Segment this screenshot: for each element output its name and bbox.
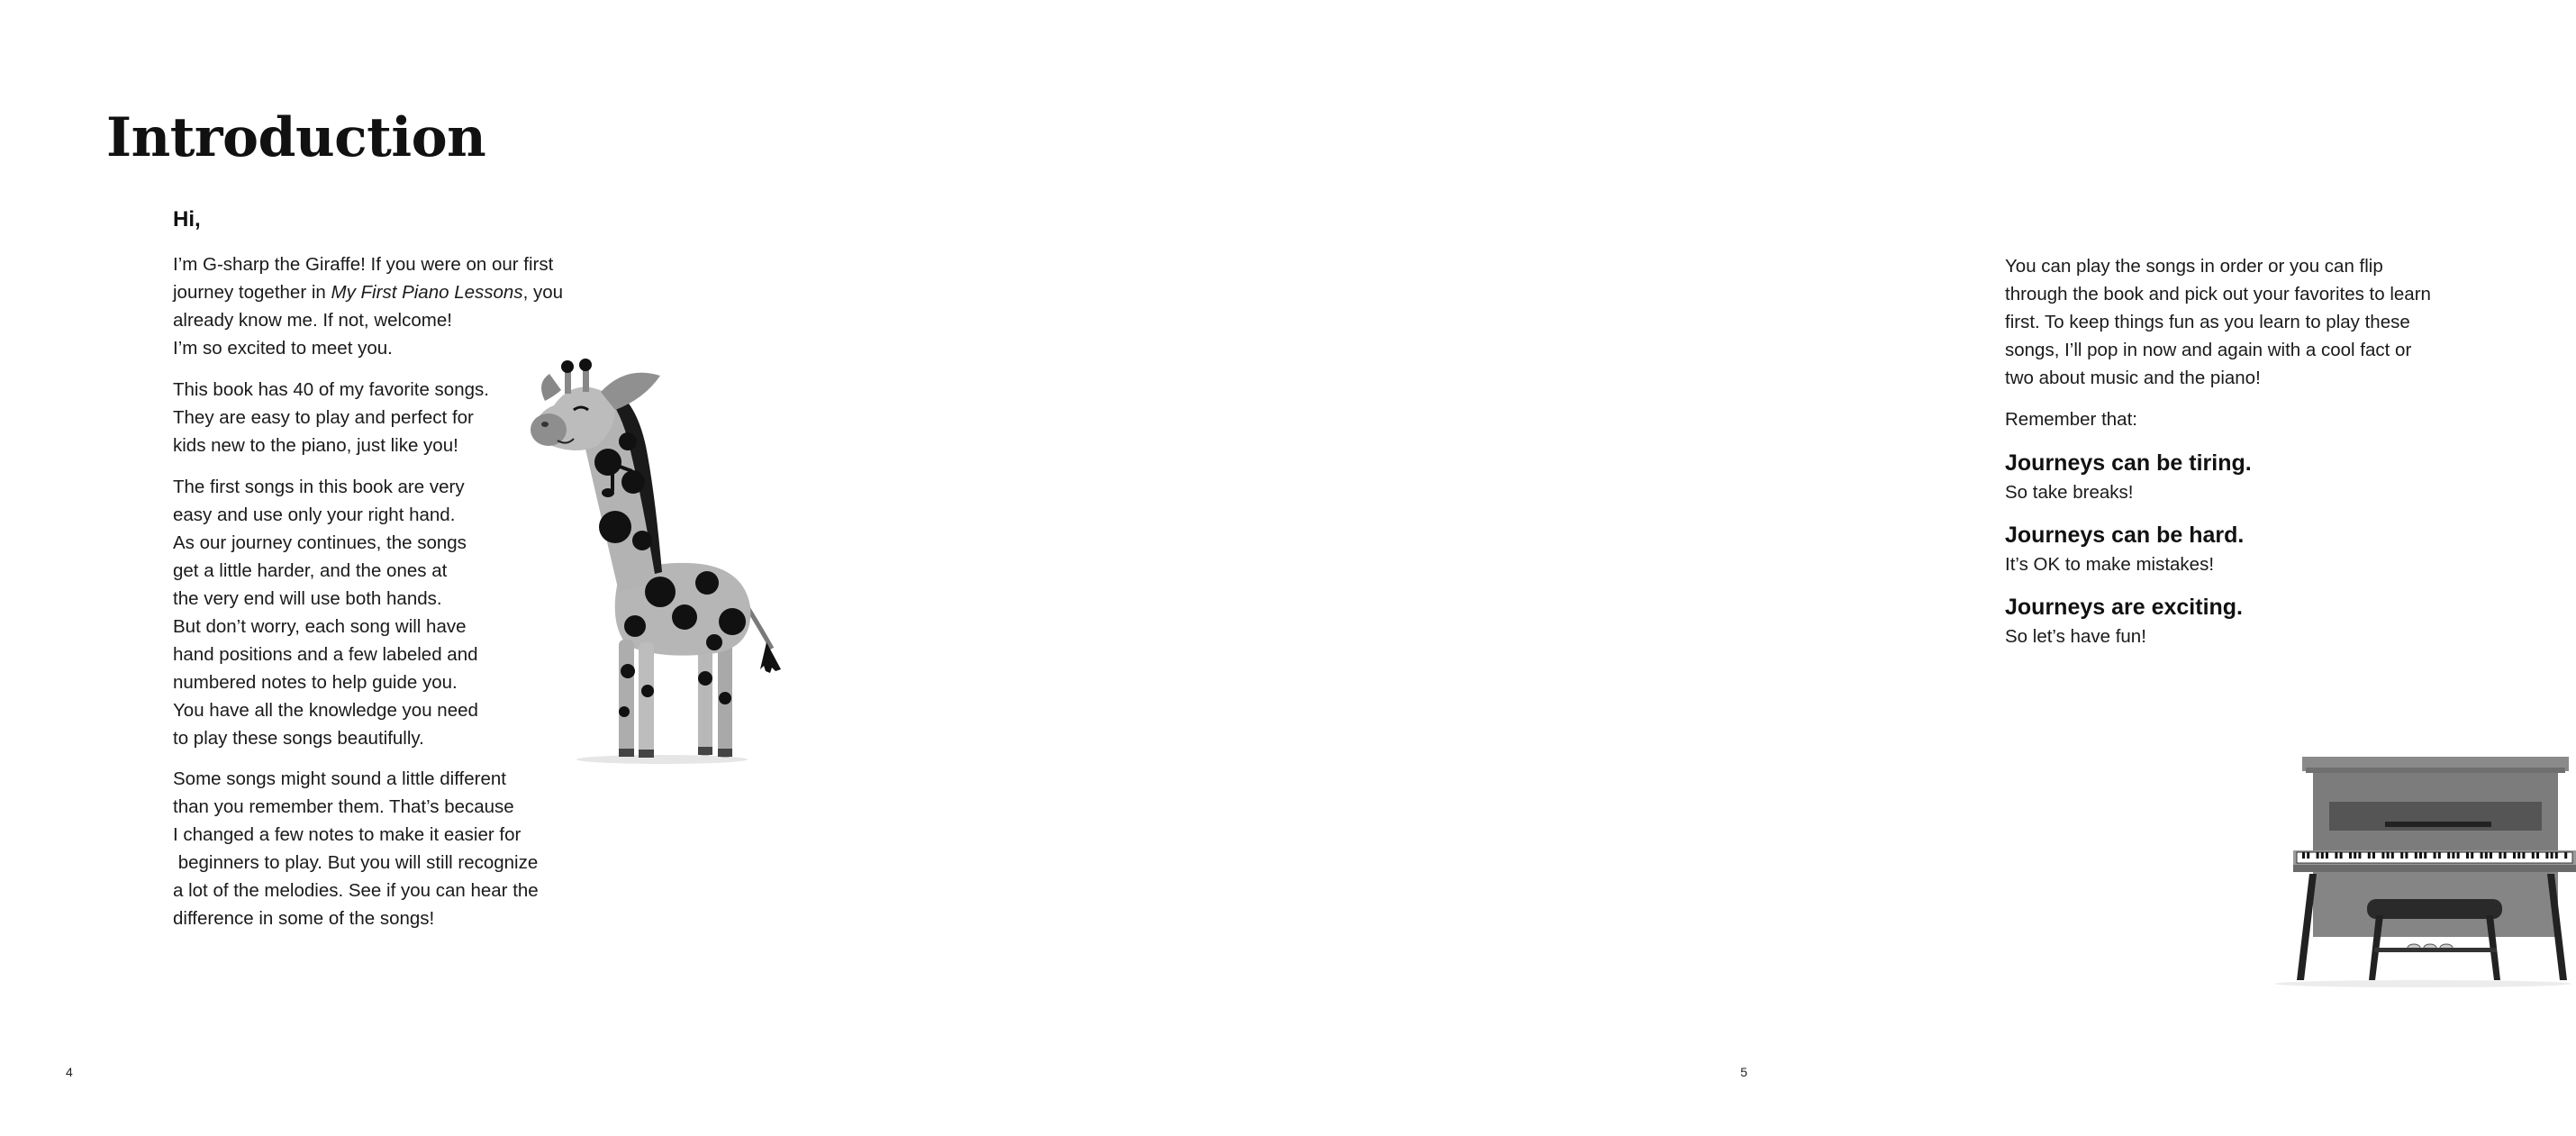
text-line: difference in some of the songs! (173, 908, 435, 929)
black-key (2302, 852, 2305, 859)
black-key (2564, 852, 2567, 859)
black-key (2485, 852, 2488, 859)
text-line: a lot of the melodies. See if you can hear the (173, 880, 539, 901)
journey-item (2005, 448, 2509, 506)
black-key (2555, 852, 2558, 859)
text-run: , you (522, 282, 564, 303)
black-key (2391, 852, 2394, 859)
black-key (2499, 852, 2501, 859)
black-key (2471, 852, 2473, 859)
black-key (2326, 852, 2328, 859)
black-key (2368, 852, 2371, 859)
black-key (2358, 852, 2361, 859)
giraffe-illustration (527, 356, 806, 770)
text-line: The first songs in this book are very (173, 477, 465, 497)
text-line: hand positions and a few labeled and (173, 644, 478, 665)
text-line: to play these songs beautifully. (173, 728, 424, 749)
left-page (0, 0, 901, 1136)
text-line: kids new to the piano, just like you! (173, 435, 458, 456)
page-title: Introduction (106, 106, 486, 169)
black-key (2551, 852, 2553, 859)
journey-item (2005, 520, 2509, 578)
text-line: You have all the knowledge you need (173, 700, 478, 721)
black-key (2447, 852, 2450, 859)
black-key (2438, 852, 2441, 859)
black-key (2340, 852, 2343, 859)
text-line: through the book and pick out your favorites to learn (2005, 284, 2431, 304)
text-line: numbered notes to help guide you. (173, 672, 458, 693)
text-line: already know me. If not, welcome! (173, 310, 452, 331)
text-line: get a little harder, and the ones at (173, 560, 448, 581)
black-key (2490, 852, 2492, 859)
text-line: They are easy to play and perfect for (173, 407, 474, 428)
page-number: 5 (1740, 1065, 1747, 1079)
black-key (2405, 852, 2408, 859)
journey-subtext: It’s OK to make mistakes! (2005, 554, 2215, 575)
journey-heading: Journeys can be hard. (2005, 523, 2245, 548)
text-line: I changed a few notes to make it easier for (173, 824, 522, 845)
black-key (2532, 852, 2535, 859)
black-key (2452, 852, 2454, 859)
text-line: As our journey continues, the songs (173, 532, 467, 553)
black-key (2545, 852, 2548, 859)
black-key (2354, 852, 2356, 859)
black-key (2317, 852, 2319, 859)
black-key (2387, 852, 2390, 859)
black-key (2457, 852, 2460, 859)
right-column (2005, 252, 2509, 664)
text-line: than you remember them. That’s because (173, 796, 514, 817)
journey-heading: Journeys are exciting. (2005, 595, 2244, 620)
text-line: first. To keep things fun as you learn to play these (2005, 312, 2410, 332)
text-line: But don’t worry, each song will have (173, 616, 467, 637)
journey-heading: Journeys can be tiring. (2005, 450, 2252, 476)
page-number: 4 (66, 1065, 73, 1079)
black-key (2419, 852, 2422, 859)
text-line (173, 278, 563, 306)
black-key (2415, 852, 2417, 859)
black-key (2513, 852, 2516, 859)
paragraph-first-songs (173, 473, 478, 752)
text-line: This book has 40 of my favorite songs. (173, 379, 489, 400)
text-line: Some songs might sound a little different (173, 768, 506, 789)
text-line: the very end will use both hands. (173, 588, 442, 609)
black-key (2307, 852, 2309, 859)
black-key (2481, 852, 2483, 859)
text-line: two about music and the piano! (2005, 368, 2261, 388)
black-key (2321, 852, 2324, 859)
black-key (2424, 852, 2426, 859)
text-run: journey together in (173, 282, 331, 303)
remember-text: Remember that: (2005, 409, 2137, 430)
paragraph-play-order (2005, 252, 2509, 392)
journey-subtext: So let’s have fun! (2005, 626, 2146, 647)
journey-item (2005, 592, 2509, 650)
paragraph-intro (173, 250, 563, 362)
text-line: I’m G-sharp the Giraffe! If you were on our first (173, 254, 554, 275)
black-key (2381, 852, 2384, 859)
black-key (2517, 852, 2520, 859)
right-page (901, 0, 2431, 1136)
black-key (2466, 852, 2469, 859)
black-key (2400, 852, 2403, 859)
greeting: Hi, (173, 207, 201, 232)
paragraph-favorite-songs (173, 376, 489, 459)
black-key (2349, 852, 2352, 859)
black-key (2434, 852, 2436, 859)
text-line: easy and use only your right hand. (173, 504, 456, 525)
black-key (2536, 852, 2539, 859)
black-key (2372, 852, 2375, 859)
text-line: songs, I’ll pop in now and again with a cool fact or (2005, 340, 2412, 360)
text-line: I’m so excited to meet you. (173, 338, 393, 359)
text-line: You can play the songs in order or you can flip (2005, 256, 2383, 277)
black-key (2504, 852, 2507, 859)
book-title-italic: My First Piano Lessons (331, 282, 523, 303)
upright-piano-illustration (2270, 748, 2576, 991)
black-key (2522, 852, 2525, 859)
black-key (2335, 852, 2337, 859)
paragraph-different-songs (173, 765, 539, 932)
text-line: beginners to play. But you will still recognize (173, 852, 539, 873)
journey-subtext: So take breaks! (2005, 482, 2134, 503)
